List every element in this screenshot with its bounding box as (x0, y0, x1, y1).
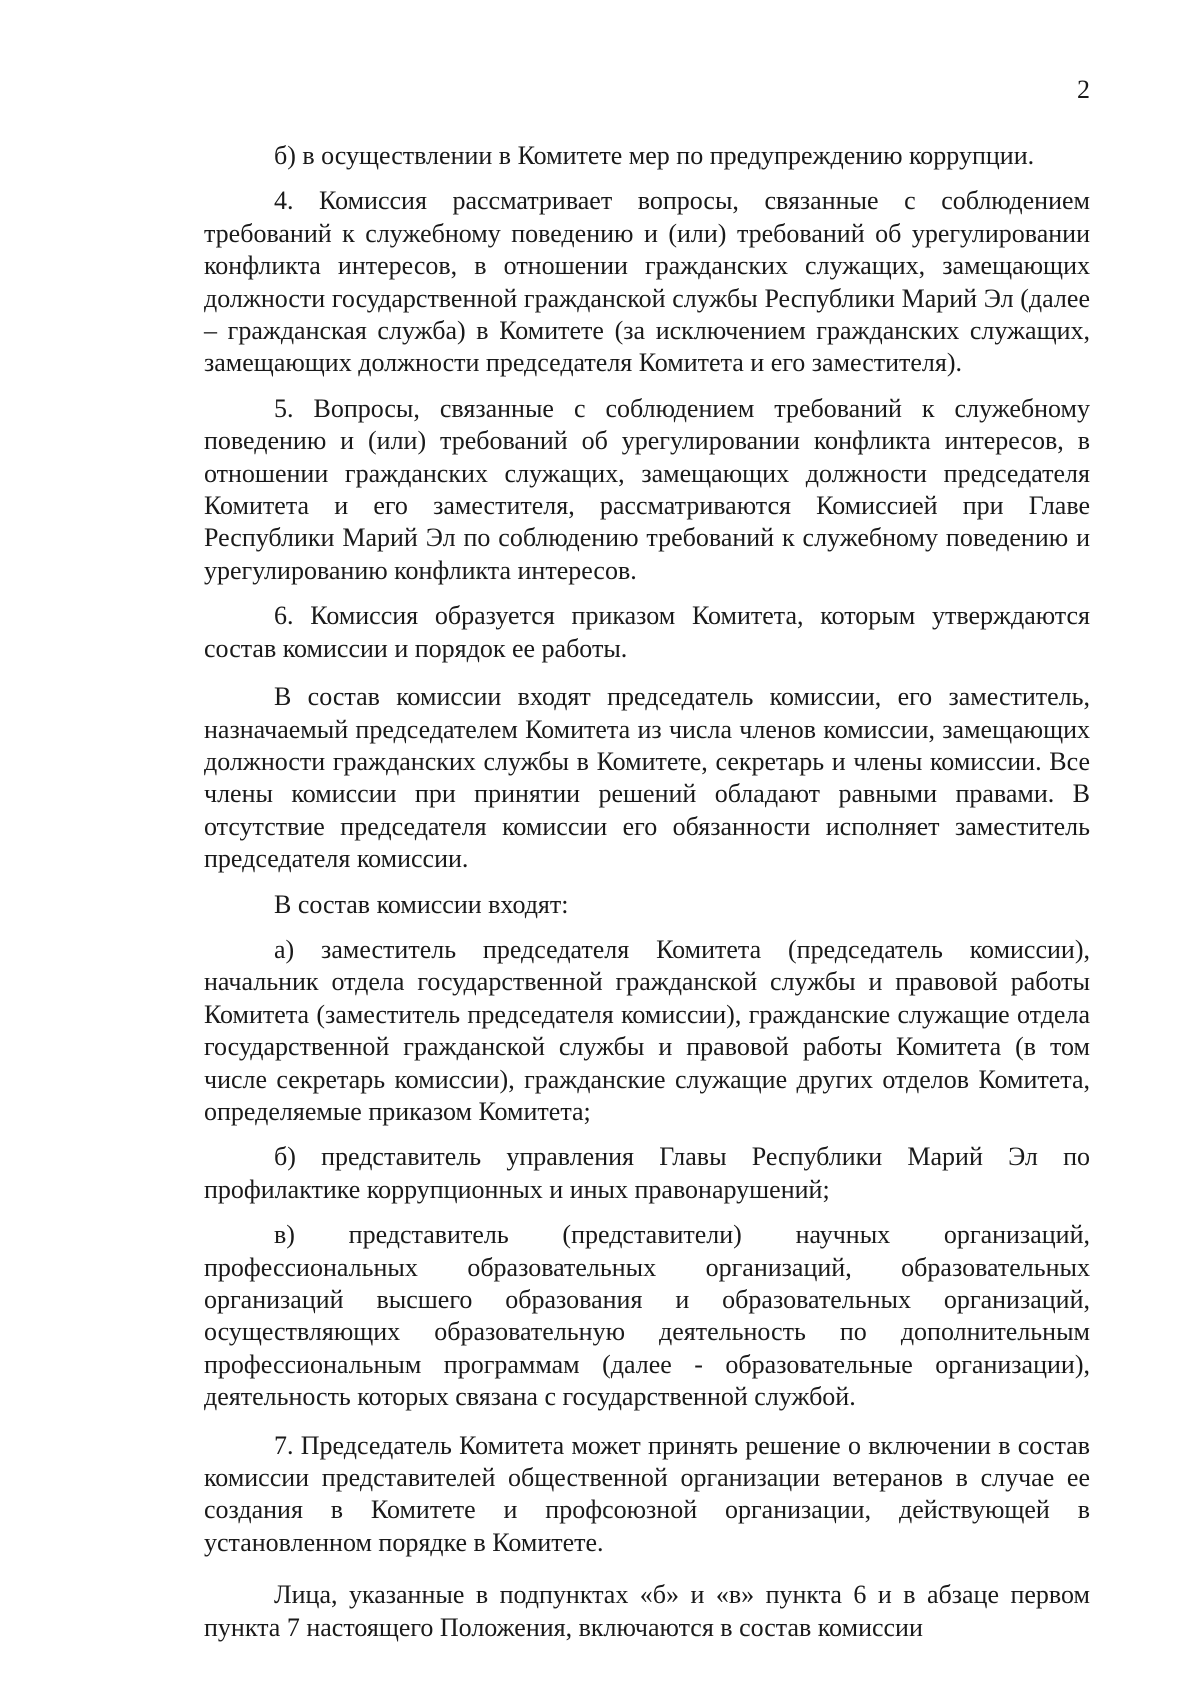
paragraph-4-commission-scope: 4. Комиссия рассматривает вопросы, связанные с соблюдением требований к служебному поведению и (или) требований об урегулировании конфликта интересов, в отношении гражданских служащих, замещающих должности государственной гражданской службы Республики Марий Эл (далее – гражданская служба) в Комитете (за исключением гражданских служащих, замещающих должности председателя Комитета и его заместителя). (204, 186, 1090, 378)
paragraph-6a-deputy-chair: а) заместитель председателя Комитета (председатель комиссии), начальник отдела государственной гражданской службы и правовой работы Комитета (заместитель председателя комиссии), гражданские служащие отдела государственной гражданской службы и правовой работы Комитета (в том числе секретарь комиссии), гражданские служащие других отделов Комитета, определяемые приказом Комитета; (204, 934, 1090, 1126)
document-body (204, 140, 1090, 1644)
paragraph-3b-anti-corruption: б) в осуществлении в Комитете мер по предупреждению коррупции. (274, 141, 1035, 170)
paragraph-5-head-commission: 5. Вопросы, связанные с соблюдением требований к служебному поведению и (или) требований об урегулировании конфликта интересов, в отношении гражданских служащих, замещающих должности председателя Комитета и его заместителя, рассматриваются Комиссией при Главе Республики Марий Эл по соблюдению требований к служебному поведению и урегулированию конфликта интересов. (204, 393, 1090, 585)
paragraph-6-composition-members: В состав комиссии входят председатель комиссии, его заместитель, назначаемый председателем Комитета из числа членов комиссии, замещающих должности гражданских службы в Комитете, секретарь и члены комиссии. Все члены комиссии при принятии решений обладают равными правами. В отсутствие председателя комиссии его обязанности исполняет заместитель председателя комиссии. (204, 682, 1090, 874)
paragraph-6-composition-heading: В состав комиссии входят: (274, 889, 569, 919)
paragraph-6v-organizations: в) представитель (представители) научных организаций, профессиональных образовательных организаций, образовательных организаций высшего образования и образовательных организаций, осуществляющих образовательную деятельность по дополнительным профессиональным программам (далее - образовательные организации), деятельность которых связана с государственной службой. (204, 1220, 1090, 1412)
paragraph-7-persons-included: Лица, указанные в подпунктах «б» и «в» пункта 6 и в абзаце первом пункта 7 настоящего Положения, включаются в состав комиссии (204, 1580, 1090, 1642)
paragraph-6-formation: 6. Комиссия образуется приказом Комитета, которым утверждаются состав комиссии и порядок ее работы. (204, 601, 1090, 663)
paragraph-7-veterans: 7. Председатель Комитета может принять решение о включении в состав комиссии представителей общественной организации ветеранов в случае ее создания в Комитете и профсоюзной организации, действующей в установленном порядке в Комитете. (204, 1430, 1090, 1557)
paragraph-6b-representative: б) представитель управления Главы Республики Марий Эл по профилактике коррупционных и иных правонарушений; (204, 1142, 1090, 1204)
page-number: 2 (1077, 75, 1090, 104)
